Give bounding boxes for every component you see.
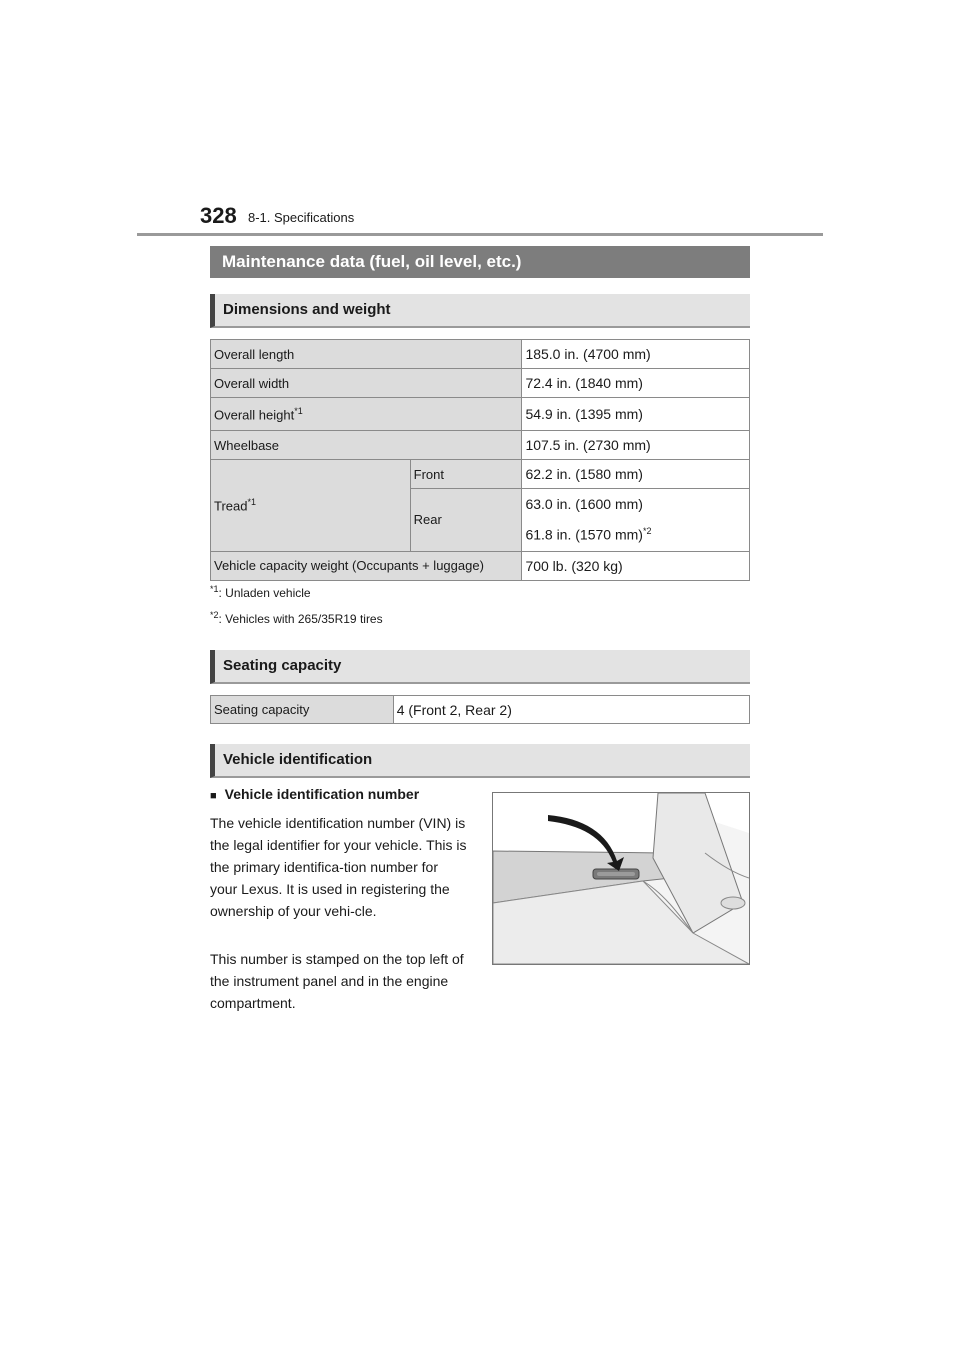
dashboard-drawing xyxy=(493,793,749,964)
section-title: 8-1. Specifications xyxy=(248,210,355,225)
value-text: 61.8 in. (1570 mm) xyxy=(525,526,643,543)
main-section-banner: Maintenance data (fuel, oil level, etc.) xyxy=(210,246,750,278)
table-row xyxy=(211,369,750,398)
page-number: 328 xyxy=(200,203,237,228)
footnote-mark: *1 xyxy=(210,584,219,594)
row-label: Overall length xyxy=(211,340,522,369)
row-value: 185.0 in. (4700 mm) xyxy=(522,340,750,369)
vin-location-text: This number is stamped on the top left of the instrument panel and in the engine compartment. xyxy=(210,951,464,1011)
footnote xyxy=(210,610,383,626)
sub-label: Front xyxy=(410,460,522,489)
label-text: Tread xyxy=(214,498,248,514)
vin-description: The vehicle identification number (VIN) is the legal identifier for your vehicle. This is the primary identifica-tion number for your Lexus. It is used in registering the ownership of your vehi-cle. xyxy=(210,815,467,919)
row-label xyxy=(211,460,411,552)
footnote-mark: *1 xyxy=(294,405,303,416)
row-value: 54.9 in. (1395 mm) xyxy=(522,398,750,431)
row-label: Wheelbase xyxy=(211,431,522,460)
label-text: Overall height xyxy=(214,407,295,423)
row-value: 62.2 in. (1580 mm) xyxy=(522,460,750,489)
row-label: Overall width xyxy=(211,369,522,398)
header-divider xyxy=(137,233,823,236)
footnote-mark: *1 xyxy=(247,497,256,508)
row-label: Seating capacity xyxy=(211,696,394,724)
table-row xyxy=(211,696,750,724)
value-line: 63.0 in. (1600 mm) xyxy=(525,496,643,512)
value-line xyxy=(525,518,746,549)
table-row xyxy=(211,460,750,489)
seating-heading: Seating capacity xyxy=(210,650,750,684)
vin-location-illustration xyxy=(492,792,750,965)
sub-label: Rear xyxy=(410,489,522,552)
row-value: 700 lb. (320 kg) xyxy=(522,551,750,580)
table-row xyxy=(211,431,750,460)
table-row xyxy=(211,340,750,369)
footnote-text: : Unladen vehicle xyxy=(218,586,311,600)
row-label xyxy=(211,398,522,431)
dimensions-table xyxy=(210,339,750,581)
vin-subheading-text: Vehicle identification number xyxy=(224,786,420,802)
footnote-text: : Vehicles with 265/35R19 tires xyxy=(218,612,383,626)
vehicle-id-heading: Vehicle identification xyxy=(210,744,750,778)
table-row xyxy=(211,551,750,580)
table-row xyxy=(211,398,750,431)
footnote xyxy=(210,584,311,600)
row-value xyxy=(522,489,750,552)
row-value: 4 (Front 2, Rear 2) xyxy=(393,696,749,724)
vin-subheading xyxy=(210,786,419,802)
footnote-mark: *2 xyxy=(210,610,219,620)
row-value: 72.4 in. (1840 mm) xyxy=(522,369,750,398)
dimensions-heading: Dimensions and weight xyxy=(210,294,750,328)
row-label: Vehicle capacity weight (Occupants + luggage) xyxy=(211,551,522,580)
seating-table xyxy=(210,695,750,724)
bullet-marker: ■ xyxy=(210,790,217,802)
row-value: 107.5 in. (2730 mm) xyxy=(522,431,750,460)
footnote-mark: *2 xyxy=(642,526,652,536)
